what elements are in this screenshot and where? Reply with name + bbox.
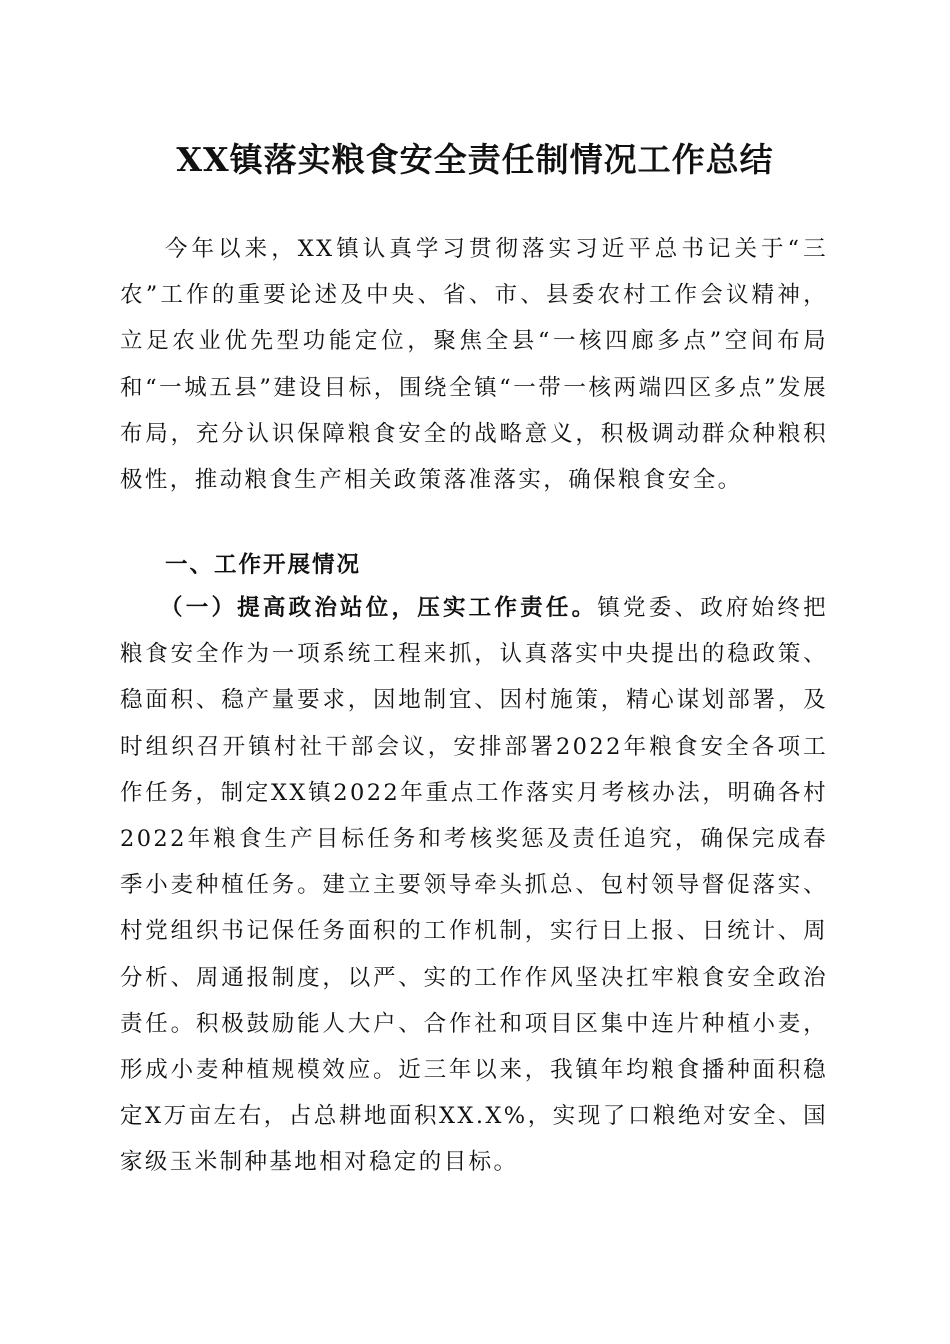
intro-paragraph: 今年以来，XX镇认真学习贯彻落实习近平总书记关于“三农”工作的重要论述及中央、省、市、县委农村工作会议精神，立足农业优先型功能定位，聚焦全县“一核四廊多点”空间布局和“一城五县”建设目标，围绕全镇“一带一核两端四区多点”发展布局，充分认识保障粮食安全的战略意义，积极调动群众种粮积极性，推动粮食生产相关政策落准落实，确保粮食安全。 <box>120 236 828 494</box>
section-heading-work-progress: 一、工作开展情况 <box>165 552 362 578</box>
subsection-paragraph-1 <box>120 585 828 1186</box>
subsection-heading-1: （一）提高政治站位，压实工作责任。 <box>160 595 598 621</box>
document-title: XX镇落实粮食安全责任制情况工作总结 <box>176 140 774 179</box>
subsection-text-1: 镇党委、政府始终把粮食安全作为一项系统工程来抓，认真落实中央提出的稳政策、稳面积、稳产量要求，因地制宜、因村施策，精心谋划部署，及时组织召开镇村社干部会议，安排部署2022年粮食安全各项工作任务，制定XX镇2022年重点工作落实月考核办法，明确各村2022年粮食生产目标任务和考核奖惩及责任追究，确保完成春季小麦种植任务。建立主要领导牵头抓总、包村领导督促落实、村党组织书记保任务面积的工作机制，实行日上报、日统计、周分析、周通报制度，以严、实的工作作风坚决扛牢粮食安全政治责任。积极鼓励能人大户、合作社和项目区集中连片种植小麦，形成小麦种植规模效应。近三年以来，我镇年均粮食播种面积稳定X万亩左右，占总耕地面积XX.X%，实现了口粮绝对安全、国家级玉米制种基地相对稳定的目标。 <box>120 595 828 1176</box>
